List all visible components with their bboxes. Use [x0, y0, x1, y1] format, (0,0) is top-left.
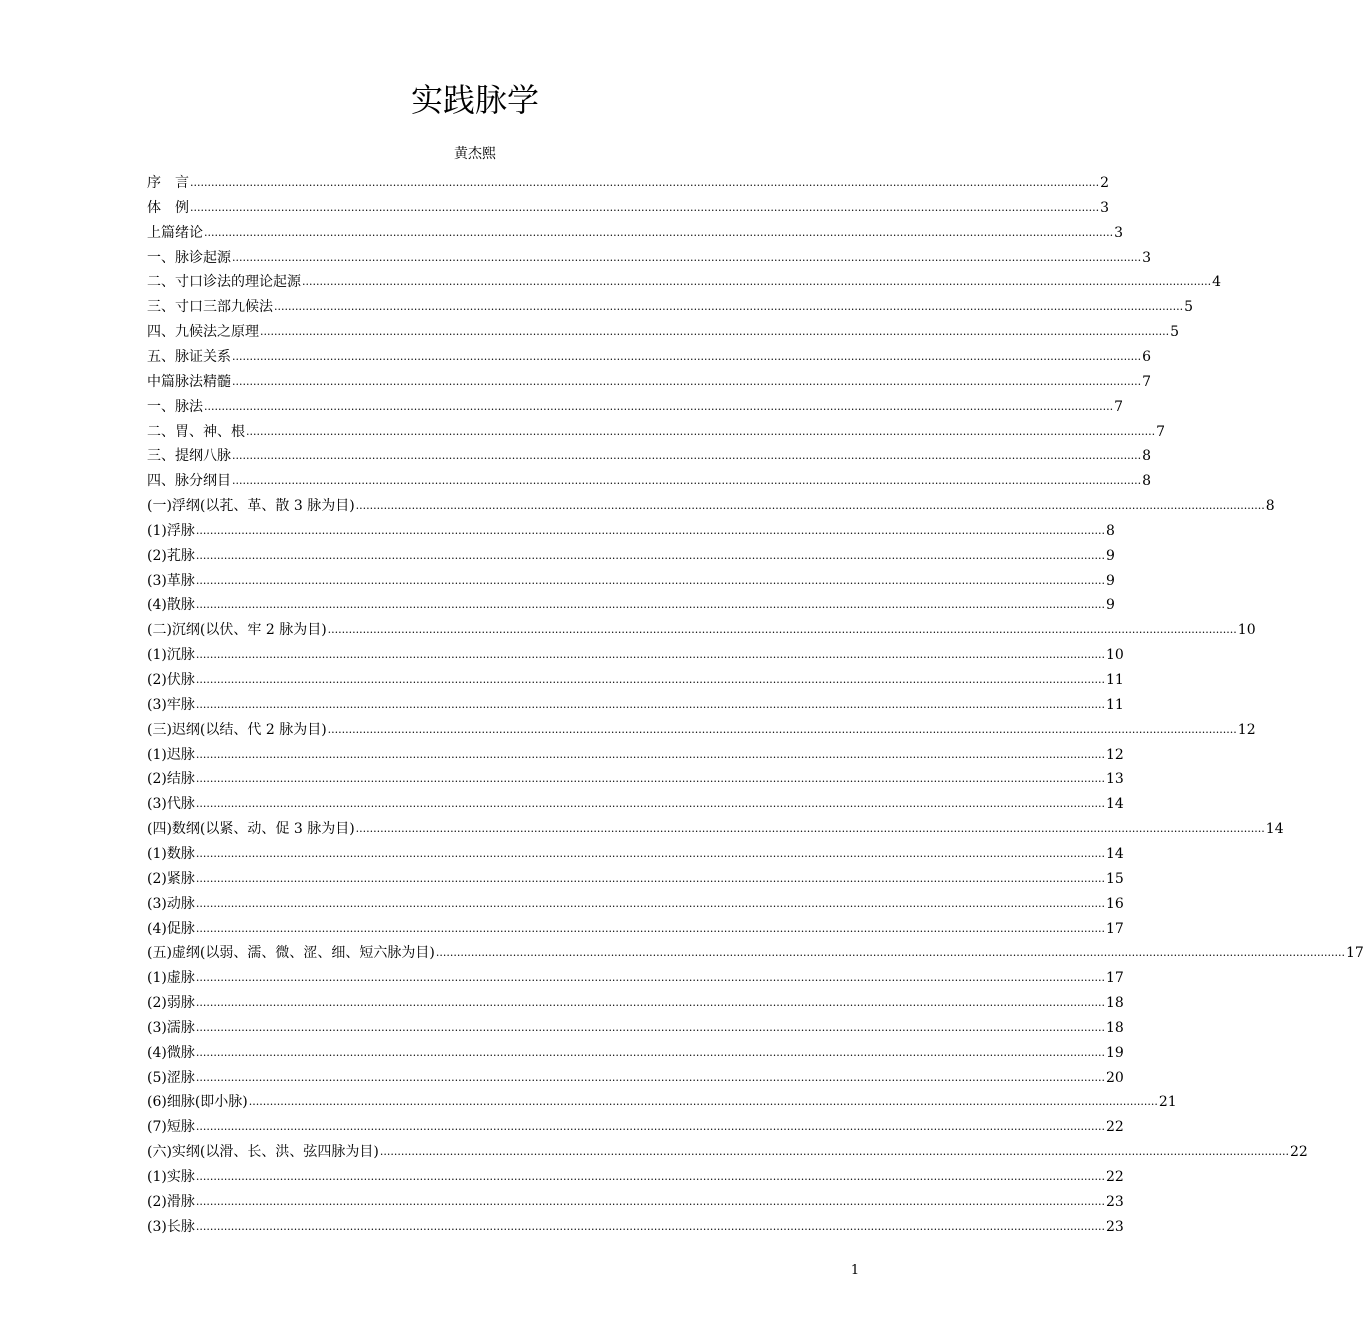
toc-entry-page: 21	[1158, 1094, 1177, 1111]
toc-entry-page: 17	[1105, 920, 1124, 937]
toc-entry[interactable]	[147, 1112, 1124, 1136]
toc-dot-leader: ....................................................................................................................................................................................................................................................................	[204, 225, 1114, 239]
toc-entry-label: 体 例	[147, 199, 189, 216]
toc-dot-leader: ....................................................................................................................................................................................................................................................................	[195, 598, 1105, 612]
toc-entry-page: 5	[1184, 299, 1194, 316]
toc-dot-leader: ....................................................................................................................................................................................................................................................................	[327, 722, 1237, 736]
toc-dot-leader: ....................................................................................................................................................................................................................................................................	[195, 1045, 1105, 1059]
toc-entry-label: 二、胃、神、根	[147, 423, 245, 440]
toc-entry[interactable]	[147, 441, 1152, 465]
toc-entry-page: 17	[1105, 970, 1124, 987]
toc-entry[interactable]	[147, 1063, 1124, 1087]
toc-entry[interactable]	[147, 963, 1124, 987]
toc-entry-label: (3)动脉	[147, 895, 195, 912]
toc-entry[interactable]	[147, 590, 1115, 614]
toc-entry[interactable]	[147, 864, 1124, 888]
toc-entry[interactable]	[147, 1162, 1124, 1186]
toc-entry[interactable]	[147, 740, 1124, 764]
toc-entry-label: 中篇脉法精髓	[147, 373, 231, 390]
toc-dot-leader: ....................................................................................................................................................................................................................................................................	[302, 275, 1212, 289]
toc-entry-label: (3)牢脉	[147, 696, 195, 713]
toc-entry-label: (三)迟纲(以结、代 2 脉为目)	[147, 721, 327, 738]
toc-entry-label: (7)短脉	[147, 1119, 195, 1136]
toc-dot-leader: ....................................................................................................................................................................................................................................................................	[195, 747, 1105, 761]
toc-entry[interactable]	[147, 516, 1115, 540]
toc-entry-page: 8	[1105, 522, 1115, 539]
toc-entry[interactable]	[147, 417, 1166, 441]
toc-entry[interactable]	[147, 168, 1110, 192]
toc-entry-label: 上篇绪论	[147, 224, 203, 241]
toc-entry[interactable]	[147, 665, 1124, 689]
toc-entry-page: 18	[1105, 1019, 1124, 1036]
toc-entry[interactable]	[147, 292, 1194, 316]
toc-entry[interactable]	[147, 1187, 1124, 1211]
toc-dot-leader: ....................................................................................................................................................................................................................................................................	[195, 1070, 1105, 1084]
toc-entry-page: 18	[1105, 995, 1124, 1012]
toc-dot-leader: ....................................................................................................................................................................................................................................................................	[195, 1219, 1105, 1233]
toc-entry-page: 8	[1142, 473, 1152, 490]
toc-entry[interactable]	[147, 889, 1124, 913]
toc-entry-label: 三、提纲八脉	[147, 448, 231, 465]
toc-entry-label: (二)沉纲(以伏、牢 2 脉为目)	[147, 622, 327, 639]
toc-entry-page: 15	[1105, 870, 1124, 887]
toc-entry[interactable]	[147, 839, 1124, 863]
toc-entry[interactable]	[147, 541, 1115, 565]
toc-entry-label: (3)代脉	[147, 796, 195, 813]
toc-entry[interactable]	[147, 1212, 1124, 1236]
toc-dot-leader: ....................................................................................................................................................................................................................................................................	[195, 797, 1105, 811]
toc-entry[interactable]	[147, 267, 1222, 291]
toc-entry-label: (4)微脉	[147, 1044, 195, 1061]
toc-dot-leader: ....................................................................................................................................................................................................................................................................	[195, 1194, 1105, 1208]
toc-entry-page: 9	[1105, 547, 1115, 564]
toc-entry-page: 8	[1142, 448, 1152, 465]
document-title: 实践脉学	[410, 81, 539, 119]
toc-entry-label: 三、寸口三部九候法	[147, 299, 273, 316]
toc-dot-leader: ....................................................................................................................................................................................................................................................................	[195, 648, 1105, 662]
toc-entry[interactable]	[147, 317, 1180, 341]
toc-entry[interactable]	[147, 938, 1364, 962]
toc-entry[interactable]	[147, 1038, 1124, 1062]
toc-entry-label: (六)实纲(以滑、长、洪、弦四脉为目)	[147, 1144, 379, 1161]
toc-entry-label: (四)数纲(以紧、动、促 3 脉为目)	[147, 821, 355, 838]
toc-entry-page: 19	[1105, 1044, 1124, 1061]
toc-entry-label: 一、脉诊起源	[147, 249, 231, 266]
toc-entry-label: (1)数脉	[147, 845, 195, 862]
toc-dot-leader: ....................................................................................................................................................................................................................................................................	[190, 176, 1100, 189]
toc-dot-leader: ....................................................................................................................................................................................................................................................................	[195, 573, 1105, 587]
toc-dot-leader: ....................................................................................................................................................................................................................................................................	[195, 523, 1105, 537]
toc-dot-leader: ....................................................................................................................................................................................................................................................................	[195, 772, 1105, 786]
toc-entry[interactable]	[147, 243, 1152, 267]
toc-entry-page: 7	[1114, 398, 1124, 415]
toc-dot-leader: ....................................................................................................................................................................................................................................................................	[232, 374, 1142, 388]
toc-entry-page: 10	[1105, 647, 1124, 664]
toc-entry-page: 16	[1105, 895, 1124, 912]
toc-dot-leader: ....................................................................................................................................................................................................................................................................	[195, 697, 1105, 711]
toc-entry-label: 四、九候法之原理	[147, 324, 259, 341]
toc-entry-label: 四、脉分纲目	[147, 473, 231, 490]
toc-entry-label: (2)滑脉	[147, 1193, 195, 1210]
toc-dot-leader: ....................................................................................................................................................................................................................................................................	[435, 946, 1345, 960]
toc-entry-page: 3	[1100, 199, 1110, 216]
toc-entry-label: (4)散脉	[147, 597, 195, 614]
toc-entry-page: 7	[1156, 423, 1166, 440]
toc-entry-page: 23	[1105, 1193, 1124, 1210]
toc-entry-page: 6	[1142, 348, 1152, 365]
toc-entry-page: 11	[1105, 696, 1124, 713]
toc-entry[interactable]	[147, 690, 1124, 714]
toc-dot-leader: ....................................................................................................................................................................................................................................................................	[232, 250, 1142, 264]
toc-entry-page: 11	[1105, 672, 1124, 688]
toc-entry[interactable]	[147, 814, 1284, 838]
toc-dot-leader: ....................................................................................................................................................................................................................................................................	[195, 871, 1105, 885]
toc-entry[interactable]	[147, 764, 1124, 788]
toc-entry[interactable]	[147, 914, 1124, 938]
toc-entry-page: 17	[1345, 945, 1364, 962]
toc-dot-leader: ....................................................................................................................................................................................................................................................................	[204, 399, 1114, 413]
toc-entry-label: 序 言	[147, 175, 189, 191]
toc-entry-page: 2	[1100, 175, 1110, 191]
toc-entry-page: 4	[1212, 274, 1222, 291]
toc-dot-leader: ....................................................................................................................................................................................................................................................................	[195, 921, 1105, 935]
toc-entry-label: (3)革脉	[147, 572, 195, 589]
toc-entry[interactable]	[147, 466, 1152, 490]
toc-entry-page: 7	[1142, 373, 1152, 390]
toc-entry-page: 14	[1105, 845, 1124, 862]
toc-entry[interactable]	[147, 1137, 1308, 1161]
toc-entry-label: (4)促脉	[147, 920, 195, 937]
toc-entry-label: (五)虚纲(以弱、濡、微、涩、细、短六脉为目)	[147, 945, 435, 962]
toc-dot-leader: ....................................................................................................................................................................................................................................................................	[195, 996, 1105, 1010]
toc-entry[interactable]	[147, 615, 1256, 639]
toc-dot-leader: ....................................................................................................................................................................................................................................................................	[246, 424, 1156, 438]
toc-entry[interactable]	[147, 218, 1124, 242]
toc-dot-leader: ....................................................................................................................................................................................................................................................................	[195, 1120, 1105, 1134]
toc-dot-leader: ....................................................................................................................................................................................................................................................................	[195, 548, 1105, 562]
toc-entry-page: 3	[1142, 249, 1152, 266]
toc-entry[interactable]	[147, 640, 1124, 664]
toc-entry-label: (2)伏脉	[147, 672, 195, 688]
toc-entry-page: 22	[1105, 1169, 1124, 1185]
toc-dot-leader: ....................................................................................................................................................................................................................................................................	[195, 1170, 1105, 1183]
toc-entry-label: (3)濡脉	[147, 1019, 195, 1036]
toc-entry-page: 14	[1105, 796, 1124, 813]
toc-dot-leader: ....................................................................................................................................................................................................................................................................	[355, 822, 1265, 836]
toc-entry-label: (1)虚脉	[147, 970, 195, 987]
toc-entry[interactable]	[147, 1013, 1124, 1037]
toc-dot-leader: ....................................................................................................................................................................................................................................................................	[232, 449, 1142, 463]
toc-entry-page: 22	[1289, 1144, 1308, 1161]
toc-entry-label: 二、寸口诊法的理论起源	[147, 274, 301, 291]
toc-entry-page: 9	[1105, 572, 1115, 589]
toc-entry-page: 22	[1105, 1119, 1124, 1136]
toc-entry-label: (一)浮纲(以芤、革、散 3 脉为目)	[147, 498, 355, 515]
toc-dot-leader: ....................................................................................................................................................................................................................................................................	[195, 1020, 1105, 1034]
toc-dot-leader: ....................................................................................................................................................................................................................................................................	[274, 300, 1184, 314]
toc-entry-page: 10	[1237, 622, 1256, 639]
toc-entry-label: (1)实脉	[147, 1169, 195, 1185]
toc-entry-label: (1)浮脉	[147, 522, 195, 539]
toc-dot-leader: ....................................................................................................................................................................................................................................................................	[232, 474, 1142, 488]
toc-dot-leader: ....................................................................................................................................................................................................................................................................	[195, 846, 1105, 860]
toc-entry-page: 20	[1105, 1069, 1124, 1086]
toc-dot-leader: ....................................................................................................................................................................................................................................................................	[190, 200, 1100, 214]
toc-entry-label: (1)迟脉	[147, 746, 195, 763]
toc-entry-page: 14	[1265, 821, 1284, 838]
toc-entry[interactable]	[147, 342, 1152, 366]
toc-entry[interactable]	[147, 715, 1256, 739]
toc-entry-label: (2)结脉	[147, 771, 195, 788]
toc-entry-page: 5	[1170, 324, 1180, 341]
toc-entry[interactable]	[147, 392, 1124, 416]
toc-entry-label: (6)细脉(即小脉)	[147, 1094, 248, 1111]
toc-entry-page: 12	[1105, 746, 1124, 763]
toc-dot-leader: ....................................................................................................................................................................................................................................................................	[232, 349, 1142, 363]
toc-entry-page: 9	[1105, 597, 1115, 614]
toc-entry-label: (1)沉脉	[147, 647, 195, 664]
toc-entry-label: 五、脉证关系	[147, 348, 231, 365]
toc-dot-leader: ....................................................................................................................................................................................................................................................................	[195, 673, 1105, 686]
toc-dot-leader: ....................................................................................................................................................................................................................................................................	[379, 1145, 1289, 1159]
toc-entry[interactable]	[147, 1087, 1177, 1111]
toc-dot-leader: ....................................................................................................................................................................................................................................................................	[327, 623, 1237, 637]
toc-dot-leader: ....................................................................................................................................................................................................................................................................	[248, 1095, 1158, 1109]
toc-entry-page: 23	[1105, 1218, 1124, 1235]
toc-dot-leader: ....................................................................................................................................................................................................................................................................	[195, 971, 1105, 985]
toc-entry-label: 一、脉法	[147, 398, 203, 415]
toc-entry[interactable]	[147, 988, 1124, 1012]
toc-dot-leader: ....................................................................................................................................................................................................................................................................	[195, 896, 1105, 910]
toc-entry[interactable]	[147, 789, 1124, 813]
author-name: 黄杰熙	[454, 146, 496, 162]
toc-entry-label: (3)长脉	[147, 1218, 195, 1235]
page-number: 1	[850, 1263, 860, 1278]
toc-dot-leader: ....................................................................................................................................................................................................................................................................	[260, 325, 1170, 339]
toc-entry[interactable]	[147, 367, 1152, 391]
toc-entry-label: (2)芤脉	[147, 547, 195, 564]
toc-dot-leader: ....................................................................................................................................................................................................................................................................	[355, 499, 1265, 513]
toc-entry-page: 3	[1114, 224, 1124, 241]
toc-entry-page: 13	[1105, 771, 1124, 788]
toc-entry-label: (2)紧脉	[147, 870, 195, 887]
toc-entry-label: (2)弱脉	[147, 995, 195, 1012]
toc-entry[interactable]	[147, 491, 1275, 515]
toc-entry-page: 8	[1265, 498, 1275, 515]
toc-entry-page: 12	[1237, 721, 1256, 738]
toc-entry-label: (5)涩脉	[147, 1069, 195, 1086]
toc-entry[interactable]	[147, 193, 1110, 217]
toc-entry[interactable]	[147, 566, 1115, 590]
